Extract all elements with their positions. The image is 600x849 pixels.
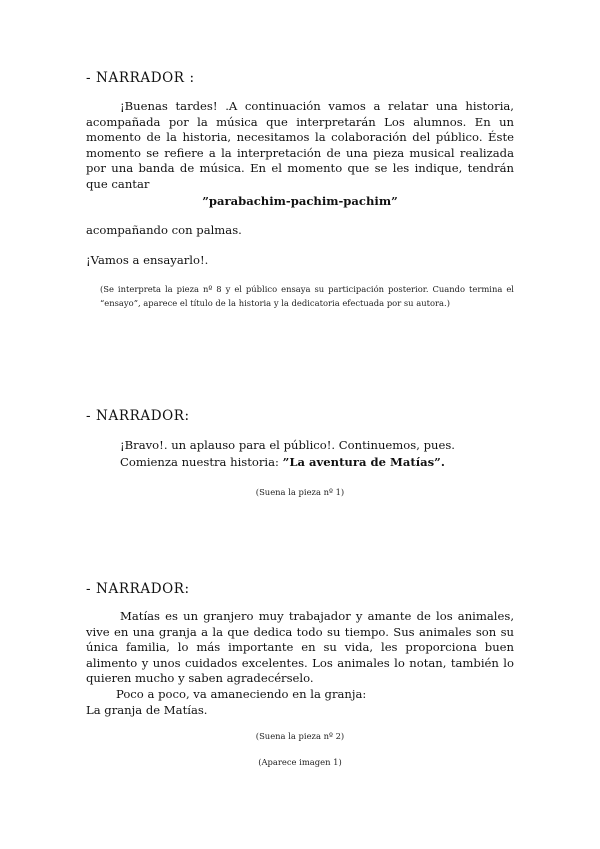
dawn-line: Poco a poco, va amaneciendo en la granja: (116, 687, 367, 701)
stage-note-image-1: (Aparece imagen 1) (258, 757, 342, 767)
applause-line: ¡Bravo!. un aplauso para el público!. Continuemos, pues. (120, 438, 455, 452)
speaker-label-1: - NARRADOR : (86, 70, 195, 86)
stage-note-piece-1: (Suena la pieza nº 1) (255, 487, 345, 497)
stage-note-piece-2: (Suena la pieza nº 2) (255, 731, 345, 741)
stage-note-rehearsal: (Se interpreta la pieza nº 8 y el público ensaya su participación posterior. Cuando termina el “ensayo”, aparece el título de la historia y la dedicatoria efectuada por su autora.) (100, 284, 514, 308)
story-title-line (120, 455, 445, 471)
rehearse-line: ¡Vamos a ensayarlo!. (86, 253, 209, 267)
intro-paragraph-text: ¡Buenas tardes! .A continuación vamos a relatar una historia, acompañada por la música que interpretarán Los alumnos. En un momento de la historia, necesitamos la colaboración del público. Éste momento se refiere a la interpretación de una pieza musical realizada por una banda de música. En el momento que se les indique, tendrán que cantar (86, 99, 514, 191)
farm-line: La granja de Matías. (86, 703, 208, 717)
clapping-line: acompañando con palmas. (86, 223, 242, 237)
speaker-label-2: - NARRADOR: (86, 408, 190, 424)
story-title-prefix: Comienza nuestra historia: (120, 455, 283, 469)
speaker-label-3: - NARRADOR: (86, 581, 190, 597)
intro-paragraph (86, 99, 514, 193)
matias-paragraph-text: Matías es un granjero muy trabajador y amante de los animales, vive en una granja a la que dedica todo su tiempo. Sus animales son su única familia, lo más importante en su vida, les proporciona buen alimento y unos cuidados excelentes. Los animales lo notan, también lo quieren mucho y saben agradecérselo. (86, 609, 514, 686)
story-title: ”La aventura de Matías”. (282, 455, 445, 469)
chant-text: ”parabachim-pachim-pachim” (202, 194, 398, 208)
matias-paragraph (86, 609, 514, 687)
